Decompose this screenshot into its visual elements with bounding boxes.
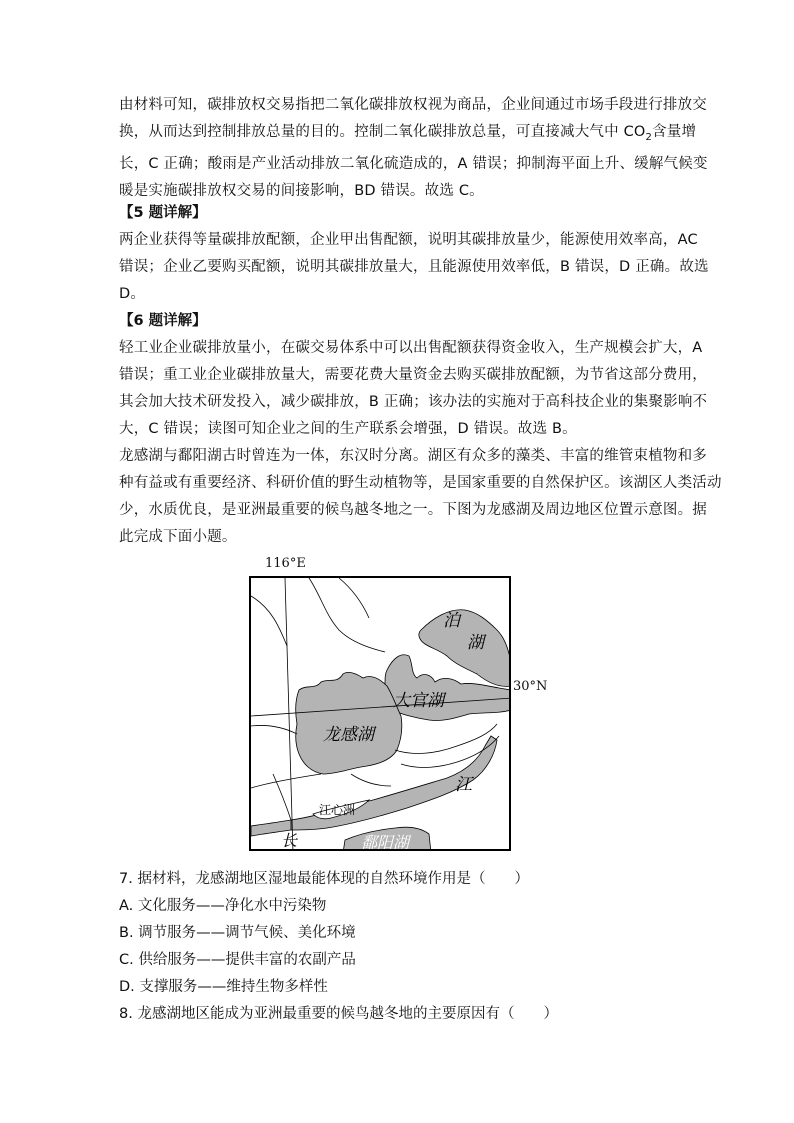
q7-option-a[interactable]: A. 文化服务——净化水中污染物 [119,898,327,914]
text-fragment: 换，从而达到控制排放总量的目的。控制二氧化碳排放总量，可直接减大气中 CO [119,124,646,140]
longitude-label: 116°E [265,556,306,571]
text-line: 由材料可知，碳排放权交易指把二氧化碳排放权视为商品，企业间通过市场手段进行排放交 [119,97,707,113]
answer-paragraph-5 [119,227,709,308]
map-label-longgan: 龙感湖 [323,725,374,745]
map-label-chang: 长 [281,831,298,850]
text-line: 此完成下面小题。 [119,529,237,545]
text-line: 两企业获得等量碳排放配额，企业甲出售配额，说明其碳排放量少，能源使用效率高，AC [119,232,698,248]
text-line: 其会加大技术研发投入，减少碳排放，B 正确；该办法的实施对于高科技企业的集聚影响不 [119,394,708,410]
map-label-jiangxinzhou: 江心洲 [319,803,356,817]
answer-paragraph-6 [119,335,708,443]
answer-paragraph-4 [119,92,708,205]
longgan-lake-map [247,554,557,856]
map-label-bo: 泊 [443,611,460,631]
map-label-daguan: 大官湖 [393,691,444,711]
text-fragment: 含量增 [652,124,697,140]
q7-option-b[interactable]: B. 调节服务——调节气候、美化环境 [119,925,356,941]
bo-lake-shape [419,610,511,687]
map-frame [249,576,511,851]
text-line: 种有益或有重要经济、科研价值的野生动植物等，是国家重要的自然保护区。该湖区人类活动 [119,475,722,491]
q6-header: 【6 题详解】 [119,313,207,329]
text-line: 轻工业企业碳排放量小，在碳交易体系中可以出售配额获得资金收入，生产规模会扩大，A [119,340,703,356]
q8-stem: 8. 龙感湖地区能成为亚洲最重要的候鸟越冬地的主要原因有（ ） [119,1006,558,1022]
q7-option-d[interactable]: D. 支撑服务——维持生物多样性 [119,979,328,995]
q7-stem: 7. 据材料，龙感湖地区湿地最能体现的自然环境作用是（ ） [119,871,529,887]
latitude-label: 30°N [513,679,548,694]
text-line [119,119,697,151]
map-label-poyang: 鄱阳湖 [361,833,410,851]
text-line: 龙感湖与鄱阳湖古时曾连为一体，东汉时分离。湖区有众多的藻类、丰富的维管束植物和多 [119,448,707,464]
text-line: 暖是实施碳排放权交易的间接影响，BD 错误。故选 C。 [119,182,484,199]
text-line: 错误；重工业企业碳排放量大，需要花费大量资金去购买碳排放配额，为节省这部分费用， [119,367,707,383]
text-line: 错误；企业乙要购买配额，说明其碳排放量大，且能源使用效率低，B 错误，D 正确。故选 [119,259,709,275]
longgan-lake-shape [296,672,402,774]
text-line: D。 [119,286,146,302]
subscript: 2 [645,131,653,143]
map-label-hu: 湖 [467,633,484,653]
material-paragraph [119,443,722,551]
text-line: 长，C 正确；酸雨是产业活动排放二氧化硫造成的，A 错误；抑制海平面上升、缓解气候变 [119,155,708,172]
map-label-jiang: 江 [455,775,472,795]
text-line: 大，C 错误；读图可知企业之间的生产联系会增强，D 错误。故选 B。 [119,421,577,437]
q7-option-c[interactable]: C. 供给服务——提供丰富的农副产品 [119,952,356,968]
text-line: 少，水质优良，是亚洲最重要的候鸟越冬地之一。下图为龙感湖及周边地区位置示意图。据 [119,502,707,518]
map-svg [251,578,511,851]
q5-header: 【5 题详解】 [119,205,207,221]
